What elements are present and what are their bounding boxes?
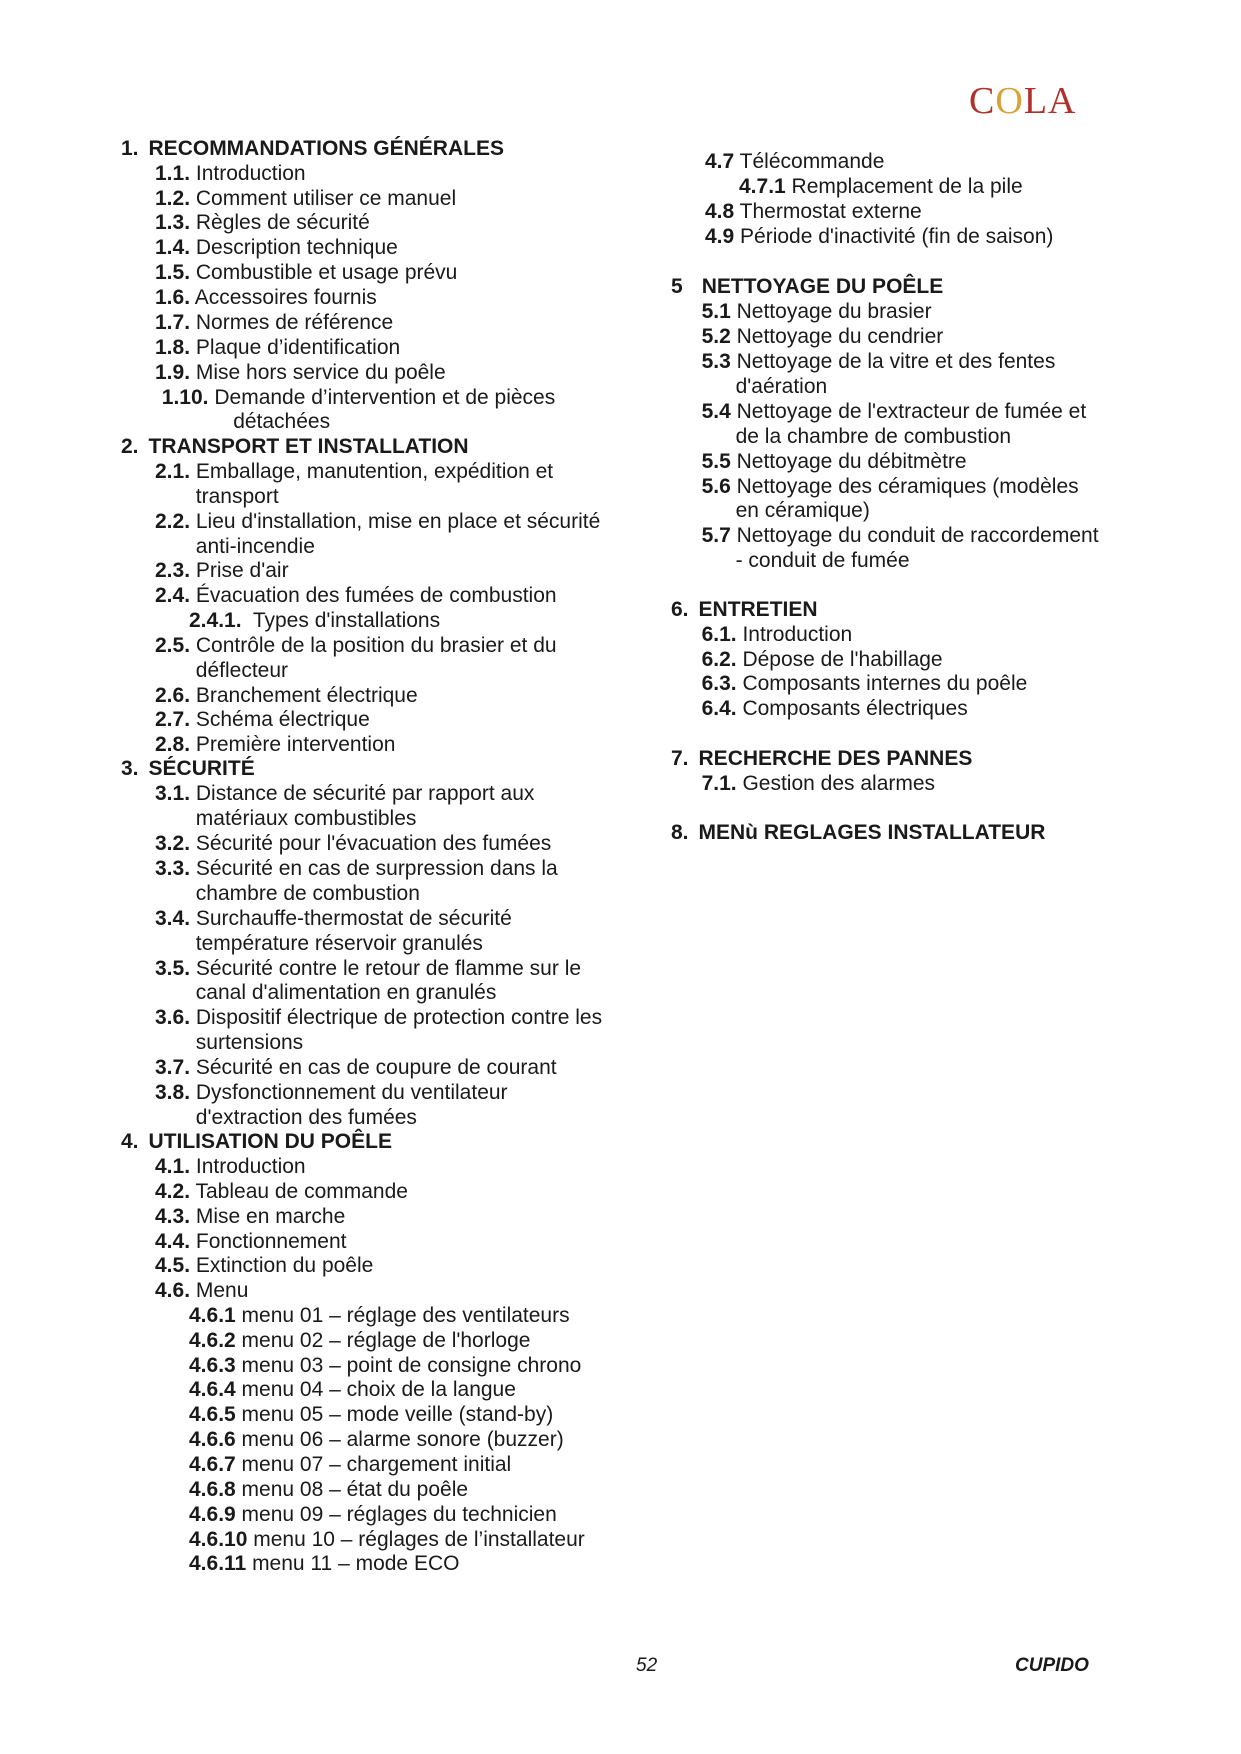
toc-entry-title: TRANSPORT ET INSTALLATION: [148, 435, 469, 458]
toc-entry: [702, 672, 1028, 696]
toc-entry: [702, 450, 967, 474]
toc-entry-title: d'extraction des fumées: [195, 1106, 417, 1129]
toc-entry: [702, 524, 1099, 548]
toc-entry-title: Introduction: [190, 162, 306, 185]
toc-heading: [671, 747, 972, 771]
toc-entry: [155, 733, 395, 757]
toc-entry: [189, 1453, 511, 1477]
toc-entry: [736, 549, 910, 573]
toc-entry-title: Mise en marche: [190, 1205, 346, 1228]
brand-logo: [969, 82, 1076, 120]
toc-entry-title: Fonctionnement: [190, 1230, 347, 1253]
toc-entry-title: Tableau de commande: [190, 1180, 408, 1203]
toc-entry-number: 2.8.: [155, 733, 191, 756]
toc-entry: [155, 559, 289, 583]
toc-entry: [196, 1106, 417, 1130]
toc-entry-number: 4.6.7: [189, 1453, 236, 1476]
toc-entry-title: ENTRETIEN: [698, 598, 818, 621]
toc-entry: [155, 857, 558, 881]
toc-entry-title: Mise hors service du poêle: [190, 361, 446, 384]
toc-entry: [189, 1528, 585, 1552]
toc-entry-title: Dépose de l'habillage: [736, 648, 943, 671]
toc-entry-number: 2.4.: [155, 584, 191, 607]
toc-entry-number: 7.: [671, 747, 689, 770]
toc-entry-title: Nettoyage du conduit de raccordement: [730, 524, 1099, 547]
toc-entry-number: 5.1: [701, 300, 731, 323]
toc-entry-title: Nettoyage de la vitre et des fentes: [730, 350, 1056, 373]
toc-entry-number: 3.1.: [155, 782, 191, 805]
toc-entry: [155, 236, 398, 260]
toc-entry-number: 4.6.6: [189, 1428, 236, 1451]
toc-entry-title: canal d'alimentation en granulés: [195, 981, 497, 1004]
toc-entry-number: 3.8.: [155, 1081, 191, 1104]
toc-entry: [702, 623, 853, 647]
toc-entry: [702, 648, 943, 672]
toc-entry-title: Introduction: [190, 1155, 306, 1178]
toc-entry-number: 4.6.11: [189, 1552, 247, 1575]
toc-entry-title: Extinction du poêle: [190, 1254, 374, 1277]
toc-entry-title: Sécurité en cas de coupure de courant: [190, 1056, 557, 1079]
toc-entry: [189, 1304, 570, 1328]
toc-entry-title: transport: [195, 485, 279, 508]
toc-entry-number: 4.4.: [155, 1230, 191, 1253]
toc-entry: [189, 1329, 530, 1353]
toc-entry-number: 4.6.9: [189, 1503, 236, 1526]
toc-entry-title: Nettoyage du brasier: [730, 300, 932, 323]
toc-entry-title: menu 05 – mode veille (stand-by): [235, 1403, 554, 1426]
toc-entry: [155, 261, 457, 285]
toc-entry-number: 5.5: [701, 450, 731, 473]
toc-entry-number: 5.6: [701, 475, 731, 498]
toc-entry-number: 6.1.: [701, 623, 737, 646]
toc-entry: [155, 832, 551, 856]
toc-entry-title: surtensions: [195, 1031, 304, 1054]
toc-entry-title: de la chambre de combustion: [735, 425, 1012, 448]
toc-entry-number: 6.: [671, 598, 689, 621]
toc-entry-title: détachées: [233, 410, 331, 433]
toc-entry-title: Nettoyage du cendrier: [730, 325, 944, 348]
toc-entry-title: Accessoires fournis: [190, 286, 377, 309]
toc-entry: [189, 1354, 581, 1378]
toc-entry-title: SÉCURITÉ: [148, 757, 255, 780]
toc-entry: [155, 311, 393, 335]
toc-entry-title: Composants internes du poêle: [736, 672, 1028, 695]
toc-entry-title: RECHERCHE DES PANNES: [698, 747, 973, 770]
toc-entry-title: menu 01 – réglage des ventilateurs: [235, 1304, 570, 1327]
toc-entry-number: 3.4.: [155, 907, 191, 930]
toc-entry-title: Sécurité pour l'évacuation des fumées: [190, 832, 552, 855]
toc-entry-number: 1.5.: [155, 261, 191, 284]
toc-entry-title: Demande d’intervention et de pièces: [208, 386, 556, 409]
toc-entry: [233, 410, 330, 434]
toc-entry: [189, 1378, 516, 1402]
toc-entry-title: Introduction: [736, 623, 853, 646]
toc-entry: [739, 175, 1023, 199]
toc-entry-number: 4.6.3: [189, 1354, 236, 1377]
toc-entry: [155, 634, 557, 658]
toc-entry-number: 2.: [121, 435, 139, 458]
toc-entry: [736, 425, 1012, 449]
toc-entry: [155, 286, 377, 310]
toc-entry-title: Télécommande: [734, 150, 885, 173]
toc-entry-number: 7.1.: [701, 772, 737, 795]
toc-entry: [189, 1478, 468, 1502]
toc-entry-number: 2.6.: [155, 684, 191, 707]
toc-entry-number: 2.4.1.: [189, 609, 242, 632]
toc-entry-number: 1.4.: [155, 236, 191, 259]
toc-entry: [155, 187, 456, 211]
toc-entry-title: anti-incendie: [195, 535, 315, 558]
toc-entry-title: menu 10 – réglages de l’installateur: [247, 1528, 585, 1551]
logo-letters-la: LA: [1023, 80, 1077, 122]
toc-entry: [702, 697, 968, 721]
toc-entry-title: menu 06 – alarme sonore (buzzer): [235, 1428, 564, 1451]
toc-entry: [196, 1031, 303, 1055]
toc-entry-title: Description technique: [190, 236, 398, 259]
logo-letter-o: O: [995, 80, 1024, 122]
toc-entry-title: Gestion des alarmes: [736, 772, 936, 795]
toc-entry-number: 4.6.: [155, 1279, 191, 1302]
toc-entry-number: 2.7.: [155, 708, 191, 731]
toc-entry: [736, 499, 870, 523]
toc-entry-title: Dysfonctionnement du ventilateur: [190, 1081, 508, 1104]
toc-entry-number: 5.7: [701, 524, 731, 547]
toc-entry-number: 1.10.: [161, 386, 209, 409]
toc-entry-title: Combustible et usage prévu: [190, 261, 458, 284]
toc-entry-title: UTILISATION DU POÊLE: [148, 1130, 392, 1153]
toc-entry-title: Types d'installations: [241, 609, 441, 632]
toc-entry-title: Prise d'air: [190, 559, 289, 582]
toc-entry-number: 3.3.: [155, 857, 191, 880]
model-name: CUPIDO: [1015, 1655, 1089, 1676]
toc-heading: [121, 137, 504, 161]
toc-entry-number: 1.7.: [155, 311, 191, 334]
toc-entry-number: 1.1.: [155, 162, 191, 185]
toc-entry-number: 5: [671, 275, 683, 298]
toc-entry-number: 2.2.: [155, 510, 191, 533]
toc-entry-title: Distance de sécurité par rapport aux: [190, 782, 535, 805]
toc-entry: [155, 1081, 508, 1105]
toc-entry-title: Nettoyage de l'extracteur de fumée et: [730, 400, 1087, 423]
toc-entry-number: 4.6.2: [189, 1329, 236, 1352]
toc-entry-title: Nettoyage des céramiques (modèles: [730, 475, 1079, 498]
toc-entry-number: 5.3: [701, 350, 731, 373]
toc-entry: [702, 400, 1087, 424]
toc-entry: [705, 200, 922, 224]
toc-entry-number: 4.8: [705, 200, 735, 223]
toc-entry-number: 4.6.4: [189, 1378, 236, 1401]
toc-entry-number: 6.3.: [701, 672, 737, 695]
toc-entry-title: menu 09 – réglages du technicien: [235, 1503, 557, 1526]
toc-entry: [189, 1428, 564, 1452]
toc-entry-title: Sécurité en cas de surpression dans la: [190, 857, 558, 880]
toc-heading: [121, 435, 469, 459]
toc-entry-number: 3.5.: [155, 957, 191, 980]
toc-entry: [705, 150, 884, 174]
toc-entry-title: menu 11 – mode ECO: [246, 1552, 460, 1575]
toc-entry-number: 2.1.: [155, 460, 191, 483]
toc-heading: [671, 275, 943, 299]
toc-entry-number: 1.3.: [155, 211, 191, 234]
toc-entry: [189, 1503, 557, 1527]
toc-entry-number: 3.: [121, 757, 139, 780]
toc-entry-title: menu 02 – réglage de l'horloge: [235, 1329, 531, 1352]
toc-entry: [155, 1155, 306, 1179]
toc-entry-title: Schéma électrique: [190, 708, 370, 731]
toc-entry-number: 2.5.: [155, 634, 191, 657]
toc-entry: [189, 609, 440, 633]
toc-entry-title: - conduit de fumée: [735, 549, 910, 572]
toc-entry-title: menu 03 – point de consigne chrono: [235, 1354, 582, 1377]
toc-entry-title: Branchement électrique: [190, 684, 418, 707]
toc-entry: [736, 375, 828, 399]
toc-entry-number: 4.2.: [155, 1180, 191, 1203]
toc-entry: [155, 708, 370, 732]
toc-entry: [702, 300, 932, 324]
toc-entry: [155, 361, 446, 385]
toc-entry-title: Période d'inactivité (fin de saison): [734, 225, 1054, 248]
toc-entry-title: menu 07 – chargement initial: [235, 1453, 512, 1476]
toc-entry: [705, 225, 1053, 249]
toc-entry: [702, 325, 944, 349]
toc-entry-title: déflecteur: [195, 659, 289, 682]
toc-entry-title: chambre de combustion: [195, 882, 420, 905]
toc-entry-number: 4.7: [705, 150, 735, 173]
toc-entry-number: 4.1.: [155, 1155, 191, 1178]
toc-heading: [121, 757, 255, 781]
toc-entry-number: 1.9.: [155, 361, 191, 384]
toc-entry-title: Plaque d’identification: [190, 336, 401, 359]
toc-entry: [162, 386, 555, 410]
logo-letter-c: C: [969, 80, 996, 122]
toc-entry-number: 1.8.: [155, 336, 191, 359]
toc-entry: [702, 475, 1079, 499]
toc-entry-number: 4.9: [705, 225, 735, 248]
page-number: 52: [636, 1655, 658, 1676]
toc-entry-title: menu 04 – choix de la langue: [235, 1378, 516, 1401]
toc-entry-number: 4.6.5: [189, 1403, 236, 1426]
toc-heading: [671, 598, 818, 622]
toc-entry: [196, 932, 483, 956]
toc-entry: [155, 907, 512, 931]
toc-entry-number: 4.6.8: [189, 1478, 236, 1501]
toc-entry: [155, 336, 400, 360]
toc-entry-number: 4.6.10: [189, 1528, 248, 1551]
toc-entry-title: en céramique): [735, 499, 870, 522]
toc-entry: [155, 1006, 602, 1030]
toc-entry-title: Comment utiliser ce manuel: [190, 187, 457, 210]
toc-entry-number: 4.7.1: [739, 175, 786, 198]
toc-entry: [155, 211, 370, 235]
toc-entry: [155, 510, 600, 534]
toc-heading: [671, 821, 1045, 845]
toc-entry-title: Emballage, manutention, expédition et: [190, 460, 554, 483]
toc-entry-title: NETTOYAGE DU POÊLE: [701, 275, 944, 298]
toc-entry-title: Première intervention: [190, 733, 396, 756]
toc-entry: [196, 882, 420, 906]
toc-entry-number: 3.2.: [155, 832, 191, 855]
toc-entry-number: 4.5.: [155, 1254, 191, 1277]
toc-entry-title: Sécurité contre le retour de flamme sur le: [190, 957, 582, 980]
toc-entry-title: température réservoir granulés: [195, 932, 483, 955]
toc-entry-number: 6.4.: [701, 697, 737, 720]
toc-entry: [196, 807, 417, 831]
toc-entry-number: 1.: [121, 137, 139, 160]
toc-entry-title: menu 08 – état du poêle: [235, 1478, 469, 1501]
toc-entry-number: 5.2: [701, 325, 731, 348]
toc-entry: [155, 782, 534, 806]
toc-entry-number: 3.7.: [155, 1056, 191, 1079]
toc-entry-number: 5.4: [701, 400, 731, 423]
toc-entry: [155, 460, 553, 484]
toc-entry: [702, 772, 935, 796]
toc-entry-title: Composants électriques: [736, 697, 968, 720]
toc-entry-title: Remplacement de la pile: [785, 175, 1023, 198]
toc-entry-number: 4.: [121, 1130, 139, 1153]
toc-entry: [155, 1205, 345, 1229]
toc-entry: [155, 1230, 346, 1254]
toc-entry-number: 4.6.1: [189, 1304, 236, 1327]
toc-entry-title: Nettoyage du débitmètre: [730, 450, 967, 473]
toc-entry-title: Contrôle de la position du brasier et du: [190, 634, 557, 657]
toc-entry-number: 1.2.: [155, 187, 191, 210]
toc-entry-title: RECOMMANDATIONS GÉNÉRALES: [148, 137, 504, 160]
toc-heading: [121, 1130, 392, 1154]
toc-entry: [702, 350, 1056, 374]
toc-entry: [155, 162, 306, 186]
toc-entry-title: Menu: [190, 1279, 249, 1302]
toc-entry: [196, 659, 288, 683]
toc-entry-title: Règles de sécurité: [190, 211, 370, 234]
toc-entry-number: 2.3.: [155, 559, 191, 582]
toc-entry: [196, 535, 315, 559]
toc-entry-number: 3.6.: [155, 1006, 191, 1029]
toc-entry: [155, 1180, 408, 1204]
toc-entry-title: Surchauffe-thermostat de sécurité: [190, 907, 512, 930]
toc-entry-title: MENù REGLAGES INSTALLATEUR: [698, 821, 1046, 844]
toc-entry: [155, 1056, 557, 1080]
toc-entry: [196, 981, 497, 1005]
toc-entry-title: matériaux combustibles: [195, 807, 417, 830]
toc-entry: [196, 485, 279, 509]
toc-entry: [155, 957, 581, 981]
toc-entry: [155, 684, 418, 708]
toc-entry-number: 8.: [671, 821, 689, 844]
toc-entry: [189, 1552, 459, 1576]
toc-entry-number: 4.3.: [155, 1205, 191, 1228]
toc-entry-title: Dispositif électrique de protection contre les: [190, 1006, 603, 1029]
toc-entry-number: 6.2.: [701, 648, 737, 671]
toc-entry: [155, 1254, 373, 1278]
toc-entry-title: Normes de référence: [190, 311, 394, 334]
toc-entry: [155, 584, 557, 608]
toc-entry: [155, 1279, 248, 1303]
toc-entry: [189, 1403, 553, 1427]
toc-entry-title: Thermostat externe: [734, 200, 922, 223]
toc-entry-title: Évacuation des fumées de combustion: [190, 584, 557, 607]
toc-entry-number: 1.6.: [155, 286, 191, 309]
toc-entry-title: Lieu d'installation, mise en place et sécurité: [190, 510, 601, 533]
toc-entry-title: d'aération: [735, 375, 828, 398]
